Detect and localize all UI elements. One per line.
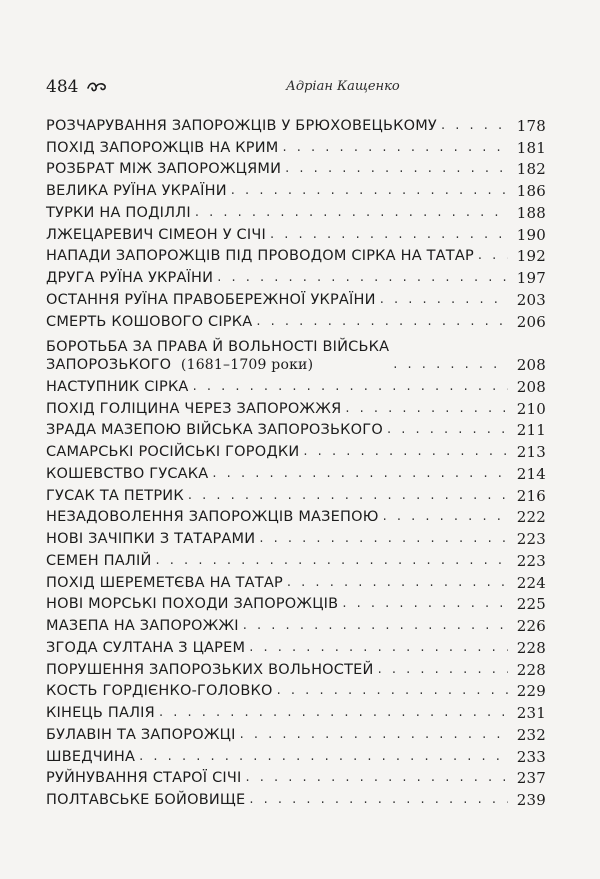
leader-dots [195,204,508,222]
leader-dots [159,704,508,722]
toc-entry[interactable] [46,700,546,722]
toc-entry[interactable] [46,178,546,200]
toc-entry-page: 224 [516,573,546,592]
toc-entry[interactable] [46,679,546,701]
toc-entry[interactable] [46,766,546,788]
toc-entry-title: ВЕЛИКА РУЇНА УКРАЇНИ [46,183,227,199]
toc-entry[interactable] [46,526,546,548]
toc-entry[interactable] [46,309,546,331]
toc-entry-page: 192 [516,247,546,266]
toc-entry-page: 210 [516,399,546,418]
leader-dots [270,226,508,244]
toc-entry-title: РОЗБРАТ МІЖ ЗАПОРОЖЦЯМИ [46,161,282,178]
toc-entry[interactable] [46,570,546,592]
leader-dots [393,356,508,374]
toc-entry-title: КІНЕЦЬ ПАЛІЯ [46,705,155,721]
toc-entry[interactable] [46,461,546,483]
table-of-contents [46,113,546,809]
toc-entry-page: 226 [516,617,546,635]
toc-entry-title: БУЛАВІН ТА ЗАПОРОЖЦІ [46,726,236,743]
toc-entry-page: 239 [516,791,546,809]
toc-entry-title: ЗГОДА СУЛТАНА З ЦАРЕМ [46,639,246,656]
page-header [46,76,546,98]
leader-dots [277,682,508,700]
leader-dots [387,421,508,439]
toc-entry-title: ПОХІД ГОЛІЦИНА ЧЕРЕЗ ЗАПОРОЖЖЯ [46,400,342,417]
toc-entry-page: 216 [516,486,546,505]
toc-entry-page: 182 [516,160,546,179]
toc-entry[interactable] [46,548,546,570]
toc-entry[interactable] [46,657,546,679]
leader-dots [188,487,508,505]
toc-entry-page: 203 [516,290,546,309]
toc-entry-page: 228 [516,660,546,679]
toc-entry[interactable] [46,113,546,135]
toc-entry-title: ПОРУШЕННЯ ЗАПОРОЗЬКИХ ВОЛЬНОСТЕЙ [46,661,374,678]
toc-entry-page: 181 [516,138,546,157]
toc-entry[interactable] [46,374,546,396]
toc-entry[interactable] [46,505,546,527]
toc-entry-page: 222 [516,508,546,527]
running-title: Адріан Кащенко [286,79,400,94]
toc-entry-page: 213 [516,443,546,461]
toc-entry[interactable] [46,483,546,505]
toc-entry[interactable] [46,200,546,222]
toc-entry-title: ЛЖЕЦАРЕВИЧ СІМЕОН У СІЧІ [46,226,266,243]
leader-dots [243,617,508,635]
toc-entry-title: СЕМЕН ПАЛІЙ [46,552,152,569]
leader-dots [139,748,508,766]
ornament-swirl-icon [86,81,108,93]
toc-entry[interactable] [46,744,546,766]
leader-dots [345,400,508,418]
toc-entry[interactable] [46,287,546,309]
toc-entry[interactable] [46,635,546,657]
toc-entry-page: 233 [516,747,546,766]
leader-dots [193,378,508,396]
toc-entry[interactable] [46,222,546,244]
toc-entry-title: НОВІ ЗАЧІПКИ З ТАТАРАМИ [46,531,256,547]
toc-entry[interactable] [46,613,546,635]
toc-entry[interactable] [46,244,546,266]
leader-dots [285,160,508,178]
toc-entry[interactable] [46,787,546,809]
toc-entry-page: 225 [516,595,546,614]
leader-dots [256,313,508,331]
toc-entry-title: РОЗЧАРУВАННЯ ЗАПОРОЖЦІВ У БРЮХОВЕЦЬКОМУ [46,117,437,134]
leader-dots [380,291,508,309]
toc-entry-page: 178 [516,116,546,135]
toc-entry-page: 228 [516,638,546,657]
leader-dots [441,117,508,135]
toc-entry-page: 229 [516,682,546,701]
toc-entry-title: НЕЗАДОВОЛЕННЯ ЗАПОРОЖЦІВ МАЗЕПОЮ [46,509,379,526]
toc-entry-page: 208 [516,377,546,396]
toc-entry-title: КОСТЬ ГОРДІЄНКО-ГОЛОВКО [46,683,273,700]
toc-entry-title: НОВІ МОРСЬКІ ПОХОДИ ЗАПОРОЖЦІВ [46,596,339,613]
toc-entry-page: 231 [516,704,546,722]
toc-entry[interactable] [46,592,546,614]
leader-dots [342,595,508,613]
toc-entry-years: (1681–1709 роки) [180,357,314,373]
toc-entry-title: ГУСАК ТА ПЕТРИК [46,487,184,504]
toc-entry-title: ПОХІД ЗАПОРОЖЦІВ НА КРИМ [46,139,279,156]
leader-dots [212,465,508,483]
leader-dots [383,508,508,526]
toc-entry-title: ПОЛТАВСЬКЕ БОЙОВИЩЕ [46,792,246,808]
toc-entry[interactable] [46,331,546,375]
toc-entry-page: 214 [516,464,546,483]
toc-entry[interactable] [46,157,546,179]
toc-entry-page: 190 [516,225,546,244]
leader-dots [240,726,508,744]
toc-entry[interactable] [46,396,546,418]
toc-entry-page: 188 [516,203,546,222]
leader-dots [287,574,508,592]
toc-entry-title: СМЕРТЬ КОШОВОГО СІРКА [46,313,253,330]
toc-entry-title: ТУРКИ НА ПОДІЛЛІ [46,204,191,221]
leader-dots [478,247,508,265]
toc-entry-title: ЗРАДА МАЗЕПОЮ ВІЙСЬКА ЗАПОРОЗЬКОГО [46,422,383,439]
toc-entry-title: НАПАДИ ЗАПОРОЖЦІВ ПІД ПРОВОДОМ СІРКА НА ТАТАР [46,248,474,265]
page-number: 484 [46,77,79,97]
toc-entry-page: 211 [516,421,546,440]
toc-entry-title: ШВЕДЧИНА [46,748,136,765]
toc-entry-title: ОСТАННЯ РУЇНА ПРАВОБЕРЕЖНОЇ УКРАЇНИ [46,291,376,308]
toc-entry-title: САМАРСЬКІ РОСІЙСЬКІ ГОРОДКИ [46,444,300,460]
toc-entry[interactable] [46,439,546,461]
toc-entry-page: 223 [516,551,546,570]
leader-dots [231,182,508,200]
toc-entry[interactable] [46,418,546,440]
toc-entry-subtitle-text: ЗАПОРОЗЬКОГО [46,357,172,373]
toc-entry-page: 223 [516,530,546,548]
toc-entry-title: НАСТУПНИК СІРКА [46,378,189,395]
toc-entry-title: БОРОТЬБА ЗА ПРАВА Й ВОЛЬНОСТІ ВІЙСЬКА [46,339,390,355]
toc-entry-title: КОШЕВСТВО ГУСАКА [46,465,209,482]
toc-entry-page: 197 [516,269,546,287]
toc-entry-title: ПОХІД ШЕРЕМЕТЄВА НА ТАТАР [46,574,283,591]
leader-dots [249,791,508,809]
leader-dots [249,639,508,657]
leader-dots [283,139,509,157]
leader-dots [303,443,508,461]
toc-entry-page: 232 [516,725,546,744]
leader-dots [378,661,508,679]
toc-entry[interactable] [46,135,546,157]
toc-entry-title: МАЗЕПА НА ЗАПОРОЖЖІ [46,618,239,634]
leader-dots [259,530,508,548]
toc-entry-page: 237 [516,769,546,788]
toc-entry-page: 208 [516,356,546,374]
toc-entry-title: ДРУГА РУЇНА УКРАЇНИ [46,270,214,286]
leader-dots [217,269,508,287]
toc-entry-title: РУЙНУВАННЯ СТАРОЇ СІЧІ [46,770,242,787]
toc-entry-page: 186 [516,182,546,200]
toc-entry-page: 206 [516,312,546,331]
leader-dots [245,769,508,787]
toc-entry[interactable] [46,722,546,744]
toc-entry[interactable] [46,265,546,287]
leader-dots [156,552,508,570]
toc-entry-subtitle [46,356,389,374]
